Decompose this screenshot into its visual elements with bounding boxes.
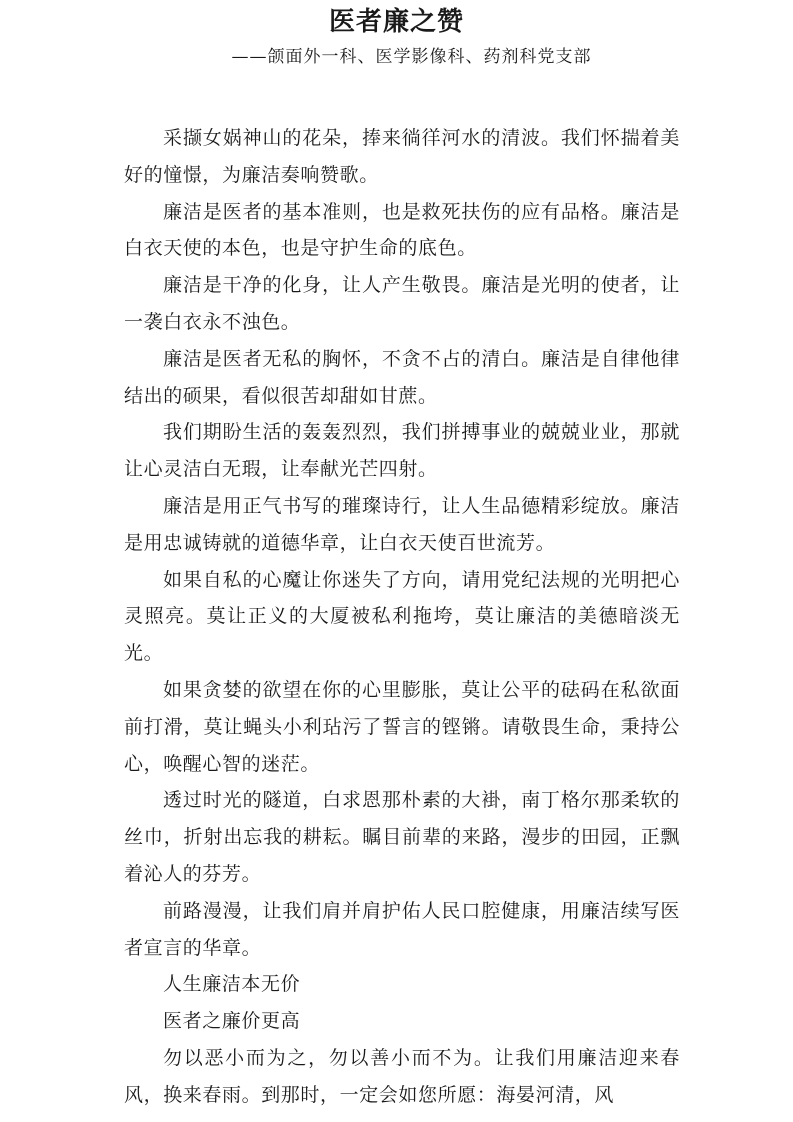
- paragraph: 廉洁是医者无私的胸怀，不贪不占的清白。廉洁是自律他律结出的硕果，看似很苦却甜如甘蔗。: [124, 347, 680, 407]
- paragraph: 我们期盼生活的轰轰烈烈，我们拼搏事业的兢兢业业，那就让心灵洁白无瑕，让奉献光芒四射。: [124, 421, 680, 481]
- paragraph: 如果自私的心魔让你迷失了方向，请用党纪法规的光明把心灵照亮。莫让正义的大厦被私利拖垮，莫让廉洁的美德暗淡无光。: [124, 568, 680, 665]
- paragraph: 如果贪婪的欲望在你的心里膨胀，莫让公平的砝码在私欲面前打滑，莫让蝇头小利玷污了誓言的铿锵。请敬畏生命，秉持公心，唤醒心智的迷茫。: [124, 678, 680, 775]
- paragraph: 透过时光的隧道，白求恩那朴素的大褂，南丁格尔那柔软的丝巾，折射出忘我的耕耘。瞩目前辈的来路，漫步的田园，正飘着沁人的芬芳。: [124, 789, 680, 885]
- verse-line: 医者之廉价更高: [163, 1010, 301, 1033]
- paragraph: 采撷女娲神山的花朵，捧来徜徉河水的清波。我们怀揣着美好的憧憬，为廉洁奏响赞歌。: [124, 127, 680, 186]
- paragraph: 廉洁是用正气书写的璀璨诗行，让人生品德精彩绽放。廉洁是用忠诚铸就的道德华章，让白衣天使百世流芳。: [124, 494, 680, 554]
- article-body: [124, 120, 680, 1114]
- paragraph: 勿以恶小而为之，勿以善小而不为。让我们用廉洁迎来春风，换来春雨。到那时，一定会如您所愿：海晏河清，风: [124, 1046, 680, 1106]
- paragraph: 廉洁是干净的化身，让人产生敬畏。廉洁是光明的使者，让一袭白衣永不浊色。: [124, 274, 680, 333]
- verse-line: 人生廉洁本无价: [163, 973, 301, 996]
- page-subtitle: ——颌面外一科、医学影像科、药剂科党支部: [231, 47, 592, 67]
- paragraph: 前路漫漫，让我们肩并肩护佑人民口腔健康，用廉洁续写医者宣言的华章。: [124, 899, 680, 959]
- paragraph: 廉洁是医者的基本准则，也是救死扶伤的应有品格。廉洁是白衣天使的本色，也是守护生命的底色。: [124, 200, 680, 260]
- page-title: 医者廉之赞: [328, 7, 464, 37]
